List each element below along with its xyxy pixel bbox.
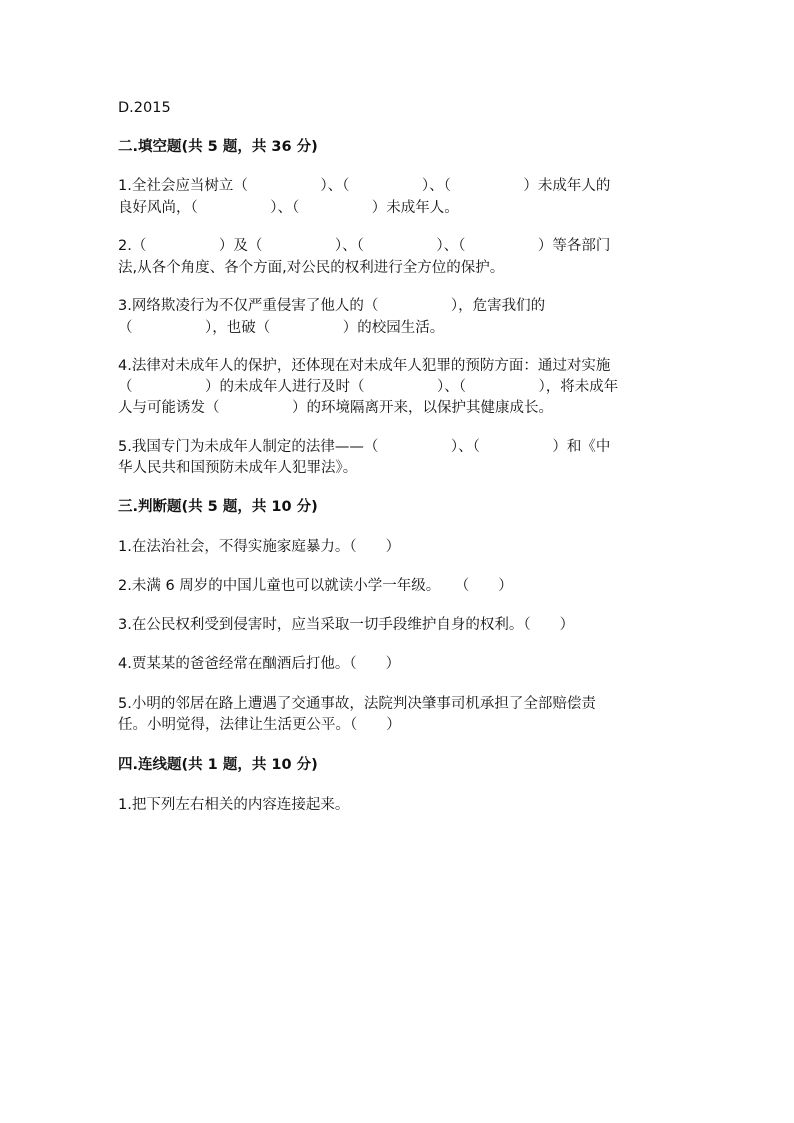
question-text: 4.贾某某的爸爸经常在酗酒后打他。（ ） (118, 656, 401, 672)
question-text: （ ）的未成年人进行及时（ ）、（ ），将未成年 (118, 379, 619, 395)
question-text: 4.法律对未成年人的保护，还体现在对未成年人犯罪的预防方面：通过对实施 (118, 358, 611, 374)
option-d: D.2015 (118, 100, 171, 116)
question-text: 人与可能诱发（ ）的环境隔离开来，以保护其健康成长。 (118, 400, 553, 416)
section-heading-matching: 四.连线题(共 1 题，共 10 分) (118, 757, 318, 773)
question-text: 3.网络欺凌行为不仅严重侵害了他人的（ ），危害我们的 (118, 298, 546, 314)
question-text: 任。小明觉得，法律让生活更公平。（ ） (118, 717, 401, 733)
question-text: 5.我国专门为未成年人制定的法律——（ ）、（ ）和《中 (118, 439, 611, 455)
section-heading-fill-in: 二.填空题(共 5 题，共 36 分) (118, 139, 318, 155)
question-text: 2.未满 6 周岁的中国儿童也可以就读小学一年级。 （ ） (118, 578, 513, 594)
question-text: （ ），也破（ ）的校园生活。 (118, 320, 445, 336)
section-heading-true-false: 三.判断题(共 5 题，共 10 分) (118, 499, 318, 515)
question-text: 良好风尚，（ ）、（ ）未成年人。 (118, 200, 459, 216)
question-text: 2.（ ）及（ ）、（ ）、（ ）等各部门 (118, 238, 611, 254)
question-text: 1.全社会应当树立（ ）、（ ）、（ ）未成年人的 (118, 178, 611, 194)
question-text: 1.把下列左右相关的内容连接起来。 (118, 797, 350, 813)
question-text: 1.在法治社会，不得实施家庭暴力。（ ） (118, 539, 401, 555)
question-text: 3.在公民权利受到侵害时，应当采取一切手段维护自身的权利。（ ） (118, 617, 575, 633)
question-text: 法,从各个角度、各个方面,对公民的权利进行全方位的保护。 (118, 260, 505, 276)
question-text: 华人民共和国预防未成年人犯罪法》。 (118, 460, 358, 476)
question-text: 5.小明的邻居在路上遭遇了交通事故，法院判决肇事司机承担了全部赔偿责 (118, 696, 596, 712)
